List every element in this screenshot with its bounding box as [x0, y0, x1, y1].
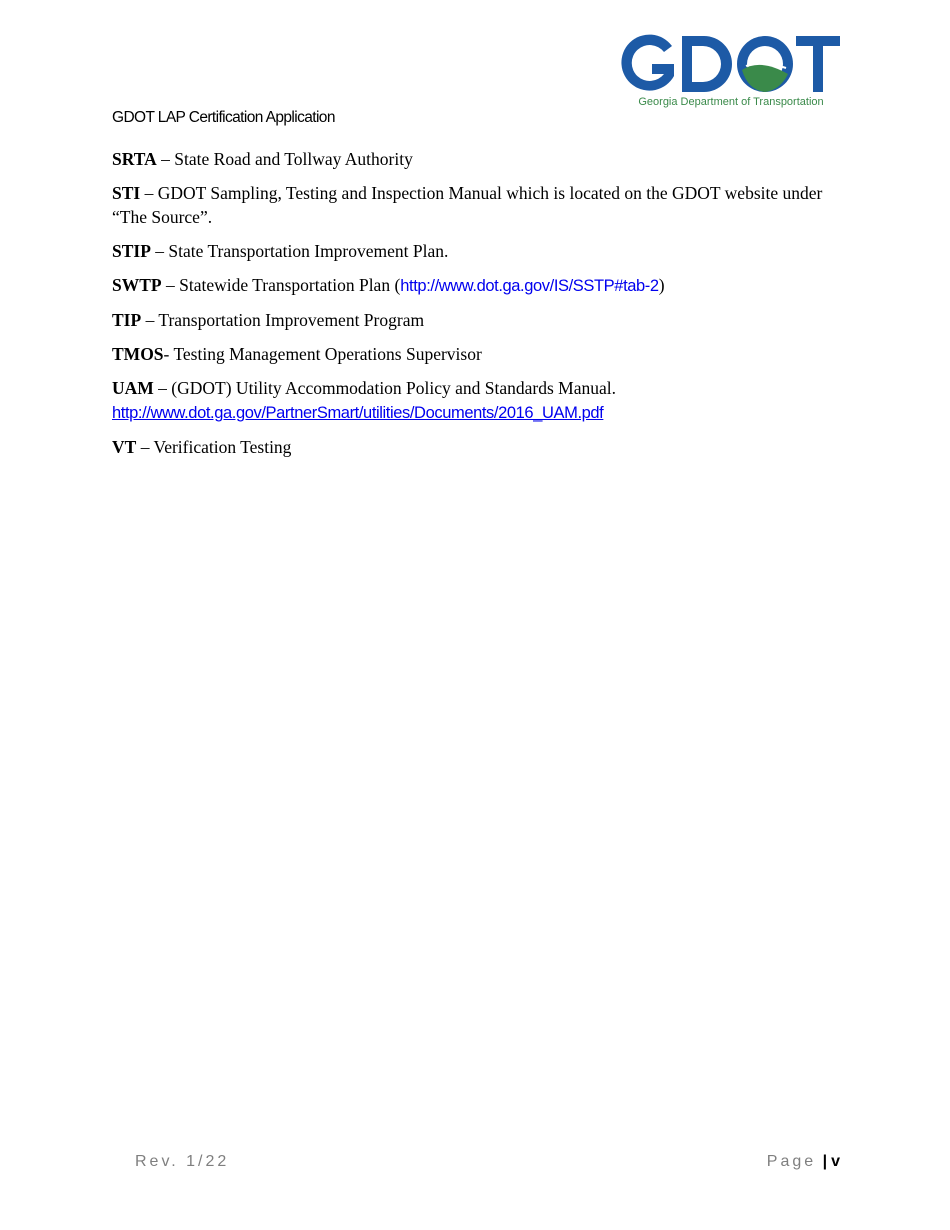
glossary-entry [112, 308, 842, 332]
glossary-entry [112, 435, 842, 459]
glossary-definition: Verification Testing [153, 437, 292, 457]
glossary-entry [112, 342, 842, 366]
glossary-entry [112, 376, 842, 425]
glossary-term: UAM [112, 378, 154, 398]
glossary-term: TMOS [112, 344, 164, 364]
document-header-title: GDOT LAP Certification Application [112, 109, 335, 126]
uam-pdf-link[interactable]: http://www.dot.ga.gov/PartnerSmart/utilities/Documents/2016_UAM.pdf [112, 404, 604, 422]
glossary-entry [112, 181, 842, 229]
glossary-definition: State Transportation Improvement Plan. [168, 241, 449, 261]
glossary-separator: – [161, 275, 180, 295]
glossary-term: TIP [112, 310, 142, 330]
glossary-definition: Statewide Transportation Plan ( [179, 275, 401, 295]
footer-page-value: v [831, 1153, 840, 1170]
glossary-list [112, 147, 842, 469]
glossary-separator: – [150, 241, 169, 261]
glossary-term: STIP [112, 241, 151, 261]
glossary-entry [112, 239, 842, 263]
glossary-term: SWTP [112, 275, 162, 295]
glossary-separator: - [163, 344, 174, 364]
glossary-separator: – [156, 149, 175, 169]
glossary-definition-close: ) [658, 275, 665, 295]
glossary-term: SRTA [112, 149, 157, 169]
glossary-separator: – [153, 378, 172, 398]
gdot-logo-mark [620, 32, 842, 96]
glossary-entry [112, 273, 842, 298]
glossary-definition: Transportation Improvement Program [158, 310, 425, 330]
sstp-link[interactable]: http://www.dot.ga.gov/IS/SSTP#tab-2 [400, 277, 659, 295]
glossary-separator: – [141, 310, 159, 330]
glossary-entry [112, 147, 842, 171]
glossary-definition: GDOT Sampling, Testing and Inspection Manual which is located on the GDOT website under “The Source”. [112, 183, 823, 227]
glossary-term: STI [112, 183, 141, 203]
footer-page-label: Page [766, 1153, 817, 1170]
glossary-separator: – [140, 183, 158, 203]
gdot-logo [620, 32, 842, 112]
footer-revision: Rev. 1/22 [135, 1153, 230, 1170]
glossary-definition: State Road and Tollway Authority [174, 149, 413, 169]
glossary-definition: (GDOT) Utility Accommodation Policy and Standards Manual. [171, 378, 617, 398]
glossary-term: VT [112, 437, 137, 457]
logo-caption: Georgia Department of Transportation [638, 96, 824, 108]
footer-separator: | [822, 1153, 828, 1170]
glossary-definition: Testing Management Operations Supervisor [173, 344, 482, 364]
glossary-separator: – [136, 437, 154, 457]
footer-page-number [767, 1153, 840, 1171]
